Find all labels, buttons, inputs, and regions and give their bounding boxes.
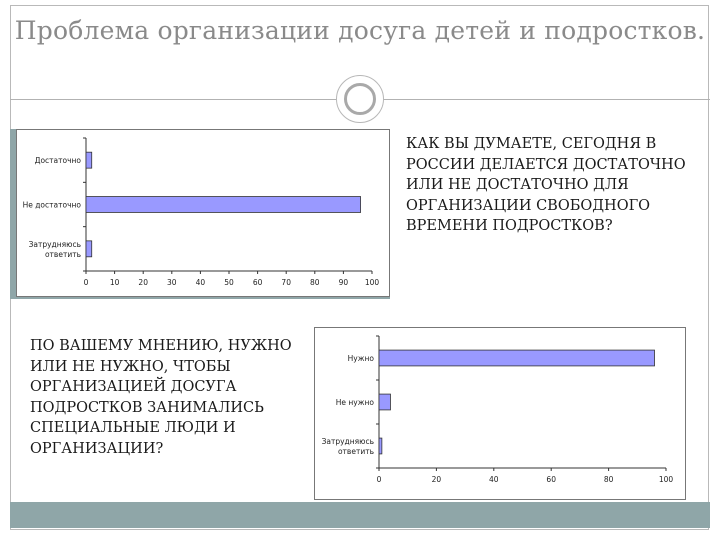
chart1-category-label: Достаточно <box>34 156 81 166</box>
chart2-x-tick-label: 40 <box>489 475 499 484</box>
question-need: ПО ВАШЕМУ МНЕНИЮ, НУЖНО ИЛИ НЕ НУЖНО, ЧТОБЫ ОРГАНИЗАЦИЕЙ ДОСУГА ПОДРОСТКОВ ЗАНИМАЛИСЬ СПЕЦИАЛЬНЫЕ ЛЮДИ И ОРГАНИЗАЦИИ? <box>30 338 292 457</box>
chart2-category-label: Не нужно <box>335 398 374 407</box>
slide-title: Проблема организации досуга детей и подростков. <box>14 16 706 45</box>
chart1-category-label: Затрудняюсь <box>28 239 81 249</box>
chart2-bar <box>379 394 390 410</box>
chart-need <box>314 327 686 500</box>
chart2-bar <box>379 438 382 454</box>
chart2-x-tick-label: 80 <box>603 475 614 484</box>
chart1-x-tick-label: 90 <box>338 278 349 287</box>
chart1-x-tick-label: 30 <box>167 278 177 287</box>
chart1-category-label: Не достаточно <box>22 200 81 210</box>
chart1-x-tick-label: 40 <box>195 278 206 287</box>
chart1-bar <box>86 197 361 213</box>
chart2-bar <box>379 350 655 366</box>
chart1-x-tick-label: 80 <box>310 278 320 287</box>
chart2-category-label: ответить <box>337 447 374 456</box>
chart1-x-tick-label: 20 <box>138 278 148 287</box>
chart1-x-tick-label: 70 <box>281 278 291 287</box>
chart1-x-tick-label: 10 <box>109 278 120 287</box>
chart1-x-tick-label: 0 <box>83 278 89 287</box>
chart-sufficiency <box>16 129 390 297</box>
chart2-x-tick-label: 0 <box>376 475 382 484</box>
circle-ornament-icon <box>336 75 384 123</box>
chart2-x-tick-label: 20 <box>431 475 442 484</box>
chart2-category-label: Затрудняюсь <box>321 437 374 446</box>
chart2-x-tick-label: 100 <box>658 475 674 484</box>
chart2-x-tick-label: 60 <box>546 475 556 484</box>
chart2-category-label: Нужно <box>347 354 374 363</box>
chart1-bar <box>86 241 92 257</box>
chart1-x-tick-label: 50 <box>224 278 234 287</box>
question-sufficiency: КАК ВЫ ДУМАЕТЕ, СЕГОДНЯ В РОССИИ ДЕЛАЕТСЯ ДОСТАТОЧНО ИЛИ НЕ ДОСТАТОЧНО ДЛЯ ОРГАНИЗАЦИИ СВОБОДНОГО ВРЕМЕНИ ПОДРОСТКОВ? <box>406 136 686 234</box>
chart1-x-tick-label: 60 <box>252 278 263 287</box>
decorative-band-bottom <box>10 502 710 528</box>
chart1-bar <box>86 152 92 168</box>
chart1-x-tick-label: 100 <box>364 278 380 287</box>
chart1-category-label: ответить <box>44 249 81 259</box>
